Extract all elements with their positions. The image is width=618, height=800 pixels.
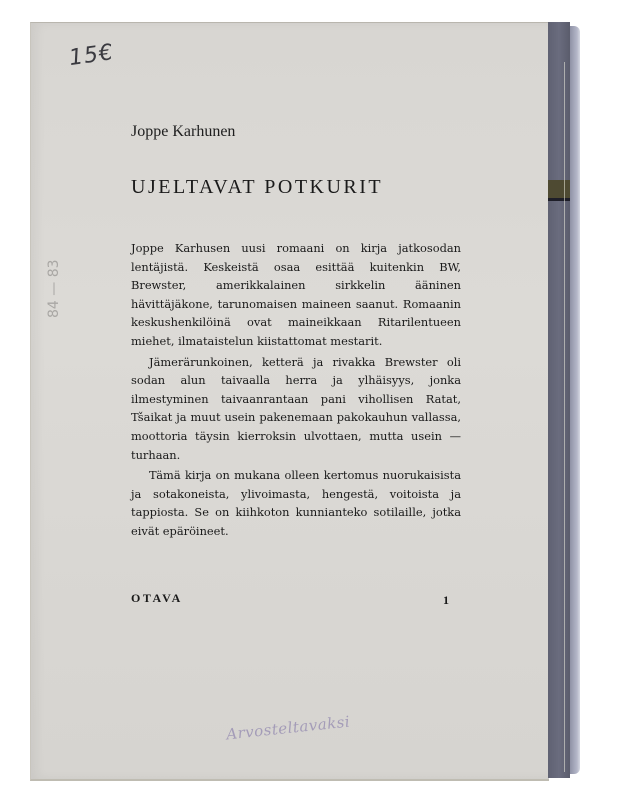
back-cover-flap bbox=[30, 22, 549, 781]
blurb-paragraph: Jämerärunkoinen, ketterä ja rivakka Brewster oli sodan alun taivaalla herra ja ylhäisyys, jonka ilmestyminen taivaanrantaan pani vihollisen Ratat, Tšaikat ja muut usein pakenemaan pakokauhun vallassa, moottoria täysin kierroksin ulvottaen, mutta usein — turhaan. bbox=[131, 354, 461, 462]
publisher-name: OTAVA bbox=[131, 591, 183, 605]
book-photo bbox=[30, 22, 580, 778]
page-number: 1 bbox=[443, 593, 449, 607]
author-name: Joppe Karhunen bbox=[131, 123, 236, 140]
book-title: UJELTAVAT POTKURIT bbox=[131, 176, 384, 198]
book-spine bbox=[548, 22, 570, 778]
spine-band bbox=[548, 180, 572, 201]
spine-crease bbox=[564, 62, 565, 772]
spine-edge bbox=[570, 26, 580, 774]
blurb-paragraph: Tämä kirja on mukana olleen kertomus nuorukaisista ja sotakoneista, ylivoimasta, hengestä, voitoista ja tappiosta. Se on kiihkoton kunnianteko sotilaille, jotka eivät epäröineet. bbox=[131, 468, 461, 538]
review-copy-stamp: Arvosteltavaksi bbox=[225, 712, 351, 744]
margin-pencil-note: 84 — 83 bbox=[46, 259, 62, 318]
handwritten-price: 15€ bbox=[67, 39, 116, 72]
blurb-text bbox=[131, 239, 461, 543]
blurb-paragraph: Joppe Karhusen uusi romaani on kirja jatkosodan lentäjistä. Keskeistä osaa esittää kuitenkin BW, Brewster, amerikkalainen sirkkelin ääninen hävittäjäkone, tarunomaisen maineen saanut. Romaanin keskushenkilöinä ovat maineikkaan Ritarilentueen miehet, ilmataistelun kiistattomat mestarit. bbox=[131, 241, 461, 348]
